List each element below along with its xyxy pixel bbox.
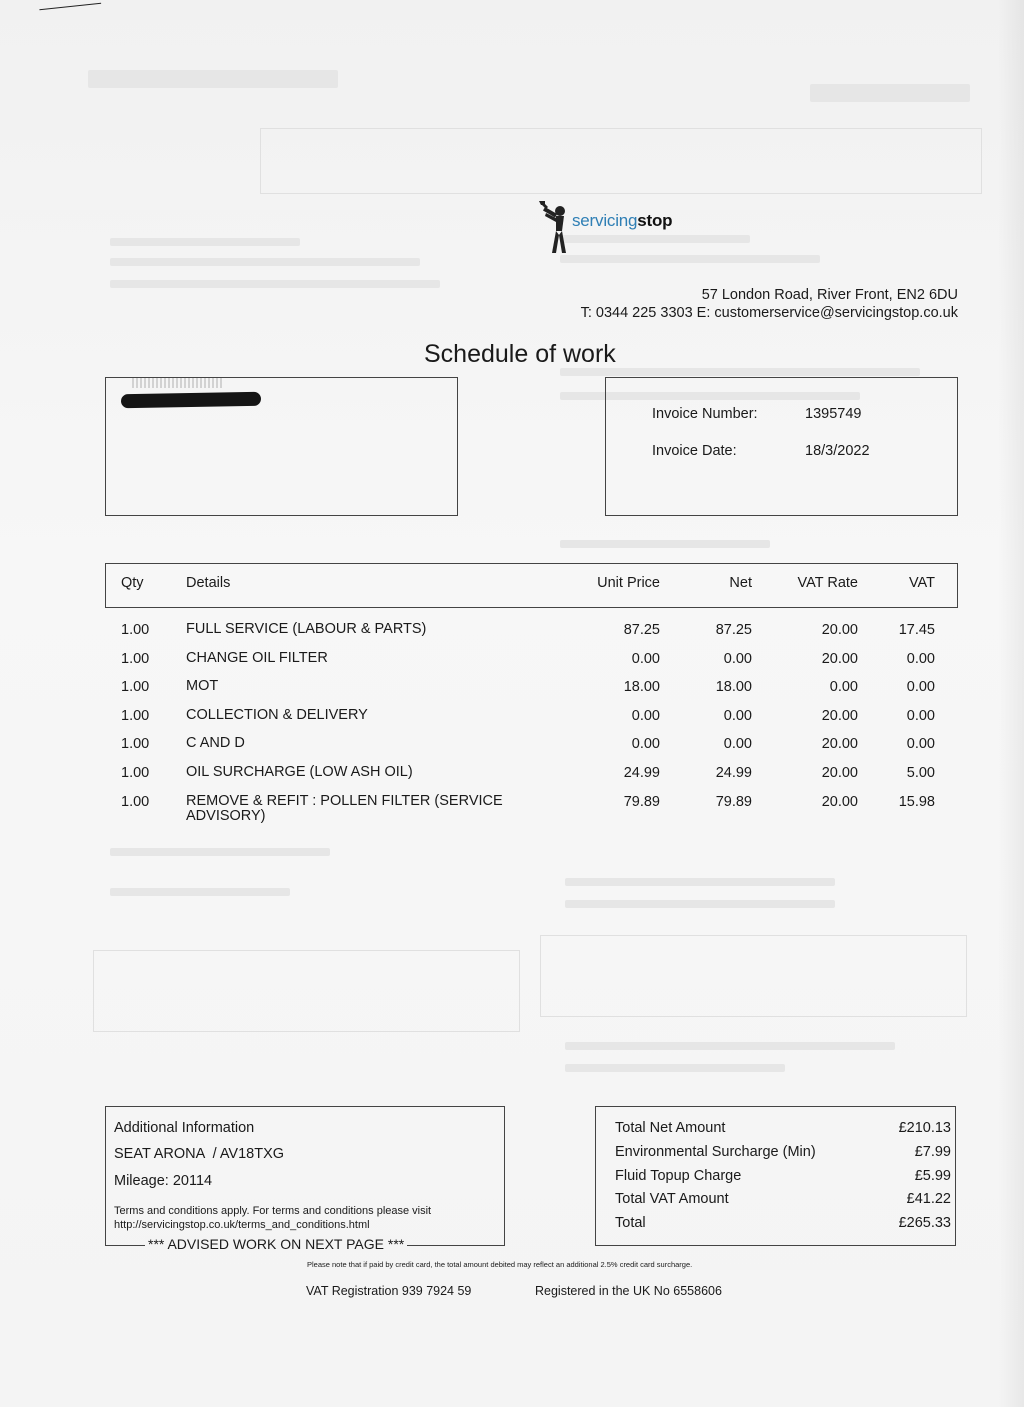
cell-unit-price: 0.00 (631, 736, 660, 752)
additional-info-title: Additional Information (114, 1120, 255, 1136)
cell-vat-rate: 20.00 (821, 794, 858, 810)
cell-unit-price: 0.00 (631, 651, 660, 667)
total-vat-value: £41.22 (906, 1191, 951, 1207)
table-row (0, 708, 1024, 736)
cell-net: 0.00 (723, 736, 752, 752)
logo-wordmark-part2: stop (637, 211, 673, 230)
cell-vat-rate: 20.00 (821, 708, 858, 724)
cell-vat: 17.45 (898, 622, 935, 638)
cell-net: 18.00 (715, 679, 752, 695)
redaction-bar (121, 392, 261, 408)
grand-total-label: Total (615, 1215, 646, 1231)
ghost-line (560, 255, 820, 263)
mechanic-wrench-icon (536, 199, 570, 255)
fluid-topup-label: Fluid Topup Charge (615, 1168, 742, 1184)
cell-vat: 0.00 (906, 651, 935, 667)
redaction-scribble (132, 378, 222, 388)
cell-vat-rate: 20.00 (821, 651, 858, 667)
table-row (0, 622, 1024, 650)
env-surcharge-value: £7.99 (914, 1144, 951, 1160)
cell-details: MOT (186, 678, 219, 694)
cell-net: 87.25 (715, 622, 752, 638)
table-row (0, 794, 1024, 822)
ghost-line (565, 1042, 895, 1050)
cell-vat-rate: 20.00 (821, 736, 858, 752)
company-registration: Registered in the UK No 6558606 (535, 1284, 722, 1298)
cell-qty: 1.00 (121, 622, 150, 638)
ghost-line (110, 238, 300, 246)
page-title: Schedule of work (424, 340, 616, 368)
mileage: Mileage: 20114 (114, 1173, 213, 1189)
company-logo (536, 199, 672, 255)
cell-vat: 0.00 (906, 708, 935, 724)
cell-details: C AND D (186, 735, 245, 751)
total-net-label: Total Net Amount (615, 1120, 726, 1136)
cell-net: 79.89 (715, 794, 752, 810)
cell-unit-price: 0.00 (631, 708, 660, 724)
total-net-value: £210.13 (898, 1120, 951, 1136)
invoice-number-value: 1395749 (805, 406, 862, 422)
cell-details: REMOVE & REFIT : POLLEN FILTER (SERVICE ADVISORY) (186, 793, 503, 824)
total-vat-label: Total VAT Amount (615, 1191, 729, 1207)
cell-vat: 0.00 (906, 736, 935, 752)
company-address: 57 London Road, River Front, EN2 6DU (701, 287, 958, 303)
logo-wordmark (572, 211, 672, 231)
terms-text: Terms and conditions apply. For terms and conditions please visit http://servicingstop.co.uk/terms_and_conditions.html (114, 1205, 432, 1231)
advised-work-note: *** ADVISED WORK ON NEXT PAGE *** (145, 1236, 407, 1252)
env-surcharge-label: Environmental Surcharge (Min) (615, 1144, 816, 1160)
cell-vat-rate: 20.00 (821, 765, 858, 781)
fluid-topup-value: £5.99 (914, 1168, 951, 1184)
scan-pen-mark (39, 3, 102, 24)
cell-qty: 1.00 (121, 679, 150, 695)
company-contact: T: 0344 225 3303 E: customerservice@servicingstop.co.uk (580, 305, 958, 321)
ghost-line (565, 900, 835, 908)
ghost-box (260, 128, 982, 194)
ghost-line (88, 70, 338, 88)
table-row (0, 765, 1024, 793)
cell-net: 0.00 (723, 708, 752, 724)
ghost-line (810, 84, 970, 102)
ghost-line (565, 878, 835, 886)
header-details: Details (186, 575, 231, 591)
cell-qty: 1.00 (121, 736, 150, 752)
credit-card-note: Please note that if paid by credit card, the total amount debited may reflect an additional 2.5% credit card surcharge. (307, 1260, 693, 1269)
grand-total-value: £265.33 (898, 1215, 951, 1231)
header-vat: VAT (908, 575, 935, 591)
cell-details: CHANGE OIL FILTER (186, 650, 328, 666)
ghost-line (110, 258, 420, 266)
cell-details: FULL SERVICE (LABOUR & PARTS) (186, 621, 427, 637)
cell-vat-rate: 20.00 (821, 622, 858, 638)
ghost-box (93, 950, 520, 1032)
cell-vat: 0.00 (906, 679, 935, 695)
table-row (0, 736, 1024, 764)
ghost-box (540, 935, 967, 1017)
header-qty: Qty (121, 575, 144, 591)
ghost-line (565, 1064, 785, 1072)
invoice-number-label: Invoice Number: (652, 406, 758, 422)
cell-unit-price: 18.00 (623, 679, 660, 695)
cell-net: 0.00 (723, 651, 752, 667)
cell-qty: 1.00 (121, 765, 150, 781)
cell-details: COLLECTION & DELIVERY (186, 707, 368, 723)
ghost-line (560, 368, 920, 376)
logo-wordmark-part1: servicing (572, 211, 638, 230)
header-unit-price: Unit Price (597, 575, 660, 591)
cell-vat-rate: 0.00 (829, 679, 858, 695)
cell-unit-price: 87.25 (623, 622, 660, 638)
cell-unit-price: 79.89 (623, 794, 660, 810)
header-net: Net (729, 575, 752, 591)
ghost-line (110, 280, 440, 288)
cell-unit-price: 24.99 (623, 765, 660, 781)
table-row (0, 651, 1024, 679)
invoice-date-label: Invoice Date: (652, 443, 737, 459)
invoice-date-value: 18/3/2022 (805, 443, 870, 459)
header-vat-rate: VAT Rate (797, 575, 858, 591)
ghost-line (110, 888, 290, 896)
cell-qty: 1.00 (121, 651, 150, 667)
vehicle-registration: SEAT ARONA / AV18TXG (114, 1146, 285, 1162)
ghost-line (110, 848, 330, 856)
cell-vat: 15.98 (898, 794, 935, 810)
ghost-line (560, 540, 770, 548)
cell-qty: 1.00 (121, 794, 150, 810)
table-row (0, 679, 1024, 707)
cell-details: OIL SURCHARGE (LOW ASH OIL) (186, 764, 413, 780)
vat-registration: VAT Registration 939 7924 59 (306, 1284, 472, 1298)
cell-net: 24.99 (715, 765, 752, 781)
cell-qty: 1.00 (121, 708, 150, 724)
cell-vat: 5.00 (906, 765, 935, 781)
